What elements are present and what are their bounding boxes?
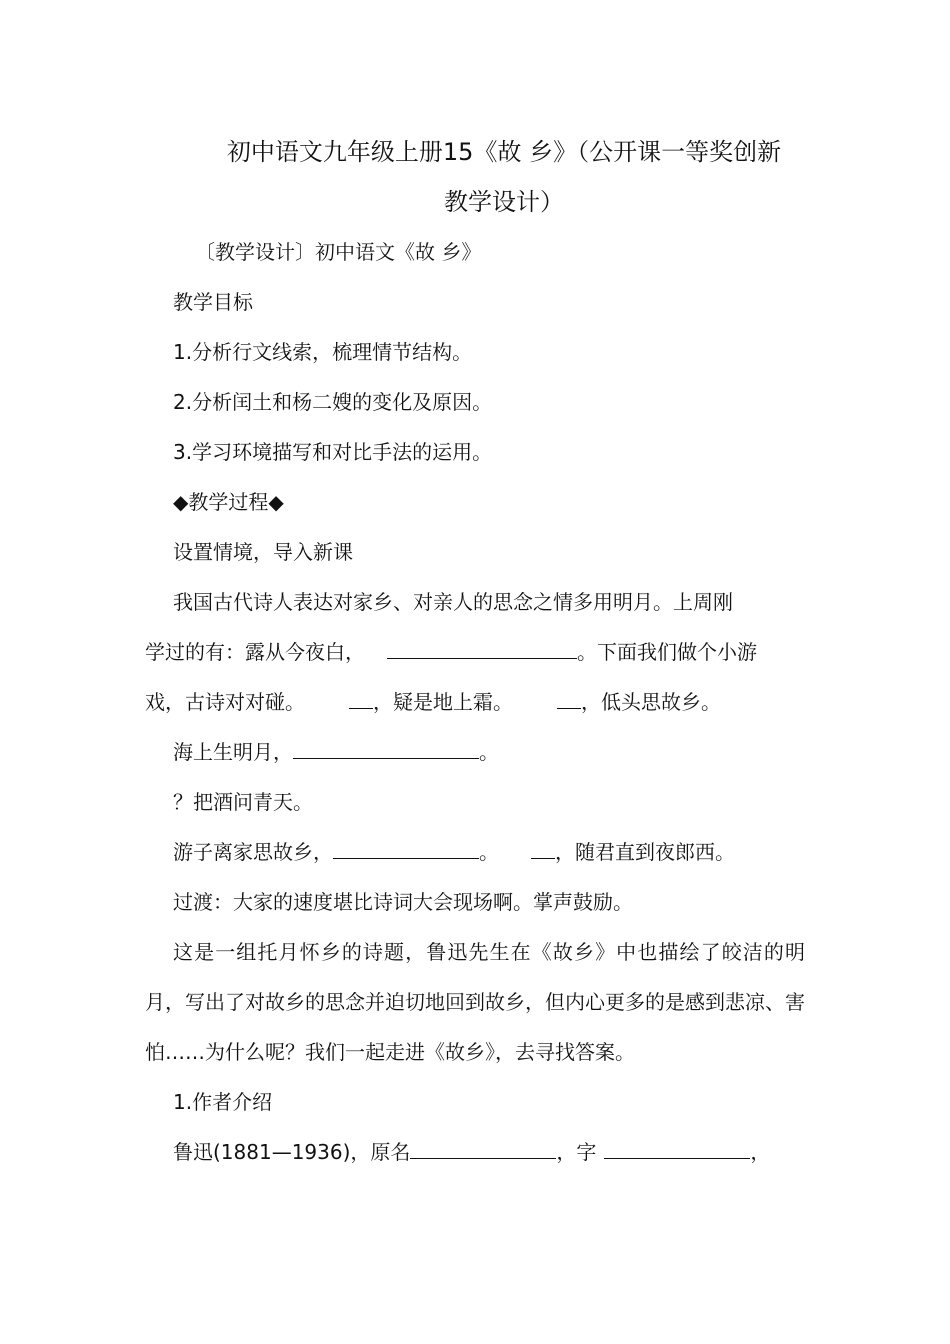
intro-text: ，疑是地上霜。 [373,690,513,714]
poem-line [145,727,805,777]
intro-text: 戏，古诗对对碰。 [145,690,305,714]
poem-text: ，随君直到夜郎西。 [555,840,735,864]
fill-blank [333,842,479,859]
poem-line [145,827,805,877]
intro-paragraph-line [145,627,805,677]
objective-item: 3.学习环境描写和对比手法的运用。 [173,440,493,464]
intro-text: ，低头思故乡。 [581,690,721,714]
poem-text: 游子离家思故乡， [173,840,333,864]
poem-text: 。 [479,740,499,764]
fill-blank [349,692,373,709]
intro-paragraph-line: 我国古代诗人表达对家乡、对亲人的思念之情多用明月。上周刚 [173,590,733,614]
objective-item: 2.分析闰土和杨二嫂的变化及原因。 [173,390,493,414]
poem-text: 海上生明月， [173,740,293,764]
fill-blank [387,642,577,659]
fill-blank [557,692,581,709]
document-title [145,127,805,227]
author-text: ， [750,1140,771,1164]
fill-blank [410,1142,556,1159]
intro-text: 学过的有：露从今夜白， [145,640,365,664]
process-heading: ◆教学过程◆ [173,490,284,514]
title-line-2: 教学设计） [444,188,564,216]
author-line [145,1127,805,1177]
transition-text: 过渡：大家的速度堪比诗词大会现场啊。掌声鼓励。 [173,890,633,914]
subtitle: 〔教学设计〕初中语文《故 乡》 [195,240,482,264]
objective-item: 1.分析行文线索，梳理情节结构。 [173,340,473,364]
title-line-1: 初中语文九年级上册15《故 乡》（公开课一等奖创新 [226,138,782,166]
body-paragraph: 这是一组托月怀乡的诗题，鲁迅先生在《故乡》中也描绘了皎洁的明月，写出了对故乡的思念并迫切地回到故乡，但内心更多的是感到悲凉、害怕……为什么呢？我们一起走进《故乡》，去寻找答案。 [145,940,805,1064]
fill-blank [604,1142,750,1159]
objectives-heading: 教学目标 [173,290,253,314]
intro-text: 。下面我们做个小游 [577,640,757,664]
poem-text: 。 [479,840,499,864]
fill-blank [293,742,479,759]
intro-paragraph-line [145,677,805,727]
section-heading: 设置情境，导入新课 [173,540,353,564]
fill-blank [531,842,555,859]
author-text: ，字 [556,1140,597,1164]
author-text: 鲁迅(1881—1936)，原名 [173,1140,411,1164]
author-heading: 1.作者介绍 [173,1090,273,1114]
poem-line: ？把酒问青天。 [173,790,313,814]
